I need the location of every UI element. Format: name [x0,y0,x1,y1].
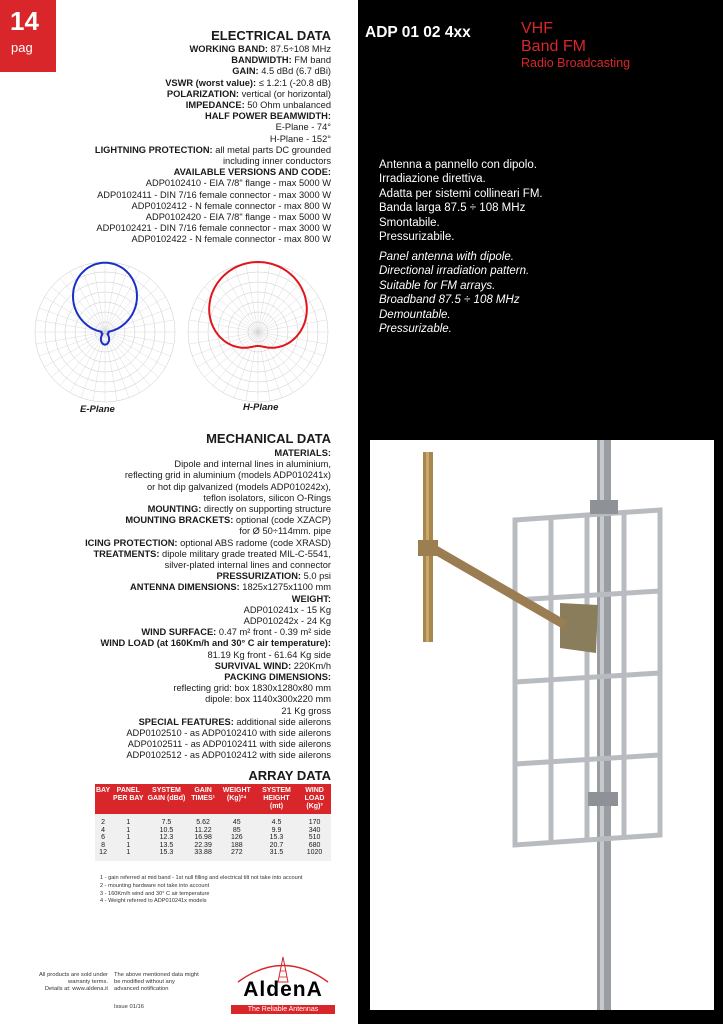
spec-line [31,190,331,201]
spec-value: ADP0102420 - EIA 7/8" flange - max 5000 W [145,212,331,223]
spec-key: IMPEDANCE: [185,100,245,111]
array-note: 1 - gain referred at mid band - 1st null filling and electrical tilt not take into account [100,875,303,881]
spec-line [31,470,331,481]
array-cell: 1 [111,834,145,842]
spec-key: GAIN: [232,66,259,77]
table-row [95,827,331,835]
spec-line [31,493,331,504]
spec-value: ADP0102510 - as ADP0102410 with side ailerons [126,728,331,739]
spec-line [31,706,331,717]
array-cell: 10.5 [145,827,187,835]
warranty-note [36,972,108,993]
array-cell: 272 [219,849,255,861]
array-cell: 188 [219,842,255,850]
array-note: 2 - mounting hardware not take into account [100,882,210,889]
description-italian [379,158,543,244]
spec-key: MOUNTING BRACKETS: [125,515,234,526]
spec-line [31,156,331,167]
array-note: 3 - 160Km/h wind and 30° C air temperature [100,890,210,897]
spec-line [31,717,331,728]
description-line: Adatta per sistemi collineari FM. [379,187,543,200]
spec-line [31,616,331,627]
e-plane-polar-diagram [30,257,180,407]
spec-value: or hot dip galvanized (models ADP010242x), [147,481,331,492]
array-cell: 340 [298,827,331,835]
table-row [95,814,331,827]
spec-value: reflecting grid: box 1830x1280x80 mm [173,683,331,694]
spec-line [31,459,331,470]
array-cell: 85 [219,827,255,835]
spec-value: all metal parts DC grounded [212,144,331,155]
spec-value: ADP0102512 - as ADP0102412 with side ailerons [126,750,331,761]
spec-line [31,44,331,55]
table-row [95,849,331,861]
spec-key: TREATMENTS: [93,548,160,559]
spec-line [31,201,331,212]
spec-key: HALF POWER BEAMWIDTH: [204,111,331,122]
description-line: Panel antenna with dipole. [379,251,514,263]
spec-value: H-Plane - 152° [269,133,331,144]
array-header-cell: GAIN TIMES¹ [187,784,218,814]
spec-key: POLARIZATION: [166,88,240,99]
spec-line [31,661,331,672]
array-cell: 9.9 [255,827,298,835]
spec-line [31,672,331,683]
spec-line [31,650,331,661]
spec-value: 50 Ohm unbalanced [244,100,331,111]
array-cell: 6 [95,834,111,842]
spec-value: FM band [291,55,331,66]
spec-value: including inner conductors [222,156,331,167]
spec-key: WEIGHT: [291,593,331,604]
array-cell: 4 [95,827,111,835]
spec-line [31,728,331,739]
footer-line: advanced notification [114,986,169,992]
table-row [95,834,331,842]
spec-line [31,515,331,526]
spec-key: WORKING BAND: [189,44,269,54]
spec-line [31,571,331,582]
description-line: Suitable for FM arrays. [379,279,496,292]
spec-key: WIND LOAD (at 160Km/h and 30° C air temperature): [100,638,331,649]
spec-line [31,234,331,245]
electrical-data-title: ELECTRICAL DATA [211,28,331,43]
spec-line [31,683,331,694]
spec-line [31,538,331,549]
spec-key: LIGHTNING PROTECTION: [94,144,213,155]
spec-line [31,212,331,223]
array-table-header [95,784,331,814]
spec-value: 87.5÷108 MHz [268,44,331,54]
spec-line [31,134,331,145]
array-cell: 1 [111,827,145,835]
array-cell: 170 [298,814,331,827]
array-cell: 16.98 [187,834,218,842]
spec-line [31,627,331,638]
spec-line [31,78,331,89]
array-header-cell: WEIGHT (Kg)²⁴ [219,784,255,814]
footer-line: warranty terms. [68,979,108,985]
band-vhf: VHF [521,20,553,37]
spec-value: silver-plated internal lines and connector [164,560,331,571]
array-cell: 5.62 [187,814,218,827]
spec-value: for Ø 50÷114mm. pipe [239,526,331,537]
spec-key: ANTENNA DIMENSIONS: [130,582,240,593]
brand-tagline: The Reliable Antennas [231,1005,335,1014]
spec-line [31,549,331,560]
array-cell: 8 [95,842,111,850]
spec-key: BANDWIDTH: [231,55,292,66]
description-line: Pressurizabile. [379,231,455,244]
array-cell: 1 [111,814,145,827]
spec-value: 0.47 m² front - 0.39 m² side [216,627,331,638]
array-data-title: ARRAY DATA [248,768,331,783]
description-english [379,250,529,336]
description-line: Banda larga 87.5 ÷ 108 MHz [379,202,526,215]
page-number: 14 [10,6,39,36]
array-cell: 22.39 [187,842,218,850]
array-cell: 12 [95,849,111,861]
spec-value: vertical (or horizontal) [239,88,331,99]
spec-key: PACKING DIMENSIONS: [224,672,331,683]
spec-value: 220Km/h [291,660,331,671]
array-cell: 20.7 [255,842,298,850]
array-cell: 15.3 [145,849,187,861]
spec-value: ADP010241x - 15 Kg [243,604,331,615]
footer-line: All products are sold under [39,972,108,978]
spec-value: ADP0102411 - DIN 7/16 female connector - max 3000 W [97,189,331,200]
spec-key: PRESSURIZATION: [216,571,302,582]
band-application: Radio Broadcasting [521,56,631,70]
spec-value: 21 Kg gross [281,705,331,716]
spec-key: VSWR (worst value): [165,77,257,88]
array-cell: 1020 [298,849,331,861]
array-cell: 126 [219,834,255,842]
array-cell: 1 [111,849,145,861]
electrical-data-list [31,44,331,246]
page-label: pag [11,40,33,55]
spec-value: ADP010242x - 24 Kg [243,616,331,627]
spec-key: WIND SURFACE: [141,627,217,638]
spec-line [31,605,331,616]
description-line: Directional irradiation pattern. [379,265,530,278]
array-cell: 680 [298,842,331,850]
spec-value: ADP0102511 - as ADP0102411 with side ailerons [127,739,331,750]
spec-value: optional (code XZACP) [233,515,331,526]
array-cell: 4.5 [255,814,298,827]
spec-line [31,223,331,234]
array-header-cell: BAY [95,784,111,814]
spec-line [31,100,331,111]
spec-line [31,560,331,571]
array-cell: 12.3 [145,834,187,842]
spec-key: MATERIALS: [274,448,331,458]
spec-key: AVAILABLE VERSIONS AND CODE: [173,167,331,178]
data-modification-note [114,972,224,993]
array-header-cell: SYSTEM HEIGHT (mt) [255,784,298,814]
array-cell: 2 [95,814,111,827]
array-cell: 45 [219,814,255,827]
spec-line [31,594,331,605]
spec-value: dipole military grade treated MIL-C-5541, [159,548,331,559]
spec-line [31,89,331,100]
spec-line [31,145,331,156]
spec-value: dipole: box 1140x300x220 mm [205,694,331,705]
spec-value: additional side ailerons [233,716,331,727]
spec-value: ADP0102422 - N female connector - max 800 W [131,234,331,245]
spec-value: 5.0 psi [301,571,331,582]
spec-value: ADP0102412 - N female connector - max 800 W [131,200,331,211]
spec-key: SPECIAL FEATURES: [138,716,234,727]
description-line: Demountable. [379,308,451,321]
spec-key: MOUNTING: [147,504,202,515]
antenna-photo [370,440,714,1010]
spec-line [31,167,331,178]
array-cell: 510 [298,834,331,842]
description-line: Smontabile. [379,216,440,229]
array-header-cell: SYSTEM GAIN (dBd) [145,784,187,814]
array-data-table [95,784,331,861]
array-cell: 31.5 [255,849,298,861]
spec-value: 4.5 dBd (6.7 dBi) [258,66,331,77]
array-cell: 11.22 [187,827,218,835]
spec-key: ICING PROTECTION: [85,537,178,548]
array-cell: 33.88 [187,849,218,861]
spec-line [31,448,331,459]
product-code: ADP 01 02 4xx [365,24,471,41]
spec-line [31,55,331,66]
issue-label: Issue 01/16 [114,1004,144,1010]
array-cell: 7.5 [145,814,187,827]
band-heading [521,20,630,71]
spec-value: Dipole and internal lines in aluminium, [174,459,331,470]
h-plane-label: H-Plane [243,402,279,413]
h-plane-polar-diagram [183,257,333,407]
array-header-cell: PANEL PER BAY [111,784,145,814]
spec-value: teflon isolators, silicon O-Rings [203,492,331,503]
e-plane-label: E-Plane [80,404,115,415]
spec-line [31,638,331,649]
spec-value: ≤ 1.2:1 (-20.8 dB) [256,77,331,88]
spec-line [31,739,331,750]
spec-line [31,582,331,593]
spec-value: 81.19 Kg front - 61.64 Kg side [207,649,331,660]
spec-line [31,694,331,705]
spec-value: optional ABS radome (code XRASD) [177,537,331,548]
spec-value: ADP0102421 - DIN 7/16 female connector - max 3000 W [96,223,331,234]
spec-line [31,482,331,493]
spec-value: reflecting grid in aluminium (models ADP010241x) [124,470,331,481]
footer-line: The above mentioned data might [114,972,199,978]
description-line: Antenna a pannello con dipolo. [379,159,537,171]
spec-line [31,504,331,515]
spec-line [31,178,331,189]
description-line: Broadband 87.5 ÷ 108 MHz [379,294,520,307]
footer-line: Details at: www.aldena.it [44,986,108,992]
antenna-illustration [370,440,714,1010]
array-cell: 1 [111,842,145,850]
mechanical-data-list [31,448,331,762]
spec-value: 1825x1275x1100 mm [239,582,331,593]
array-header-cell: WIND LOAD (Kg)³ [298,784,331,814]
array-cell: 15.3 [255,834,298,842]
spec-value: directly on supporting structure [201,504,331,515]
description-line: Pressurizable. [379,323,452,336]
array-notes [100,875,302,906]
table-row [95,842,331,850]
array-note: 4 - Weight referred to ADP010241x models [100,898,207,905]
array-cell: 13.5 [145,842,187,850]
spec-key: SURVIVAL WIND: [214,660,292,671]
footer-line: be modified without any [114,979,175,985]
spec-line [31,526,331,537]
band-fm: Band FM [521,38,586,55]
description-line: Irradiazione direttiva. [379,173,486,186]
spec-line [31,750,331,761]
spec-line [31,66,331,77]
spec-line [31,122,331,133]
spec-value: ADP0102410 - EIA 7/8" flange - max 5000 W [145,178,331,189]
brand-logo: AldenA [243,978,323,1001]
spec-value: E-Plane - 74° [275,122,331,133]
spec-line [31,111,331,122]
mechanical-data-title: MECHANICAL DATA [206,431,331,446]
